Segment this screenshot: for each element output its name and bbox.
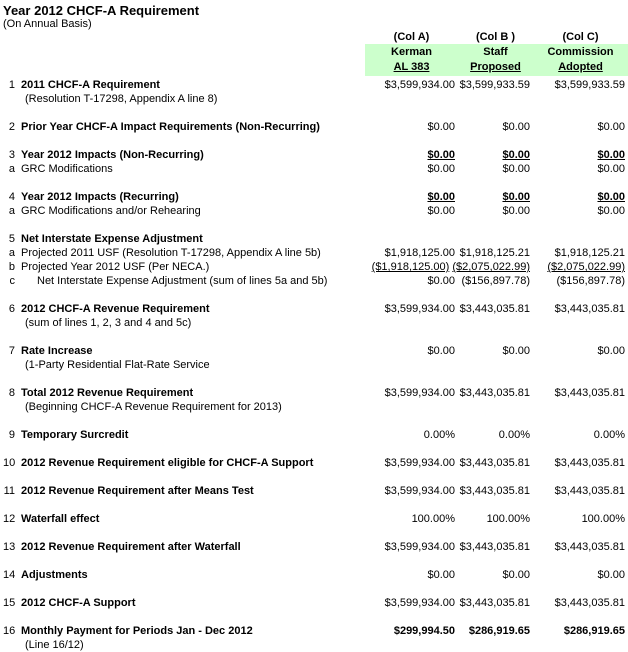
table-row bbox=[3, 484, 628, 498]
table-row bbox=[3, 624, 628, 638]
row-number: a bbox=[8, 247, 15, 259]
row-label: Projected 2011 USF (Resolution T-17298, Appendix A line 5b) bbox=[21, 247, 321, 259]
value-col-c: $3,443,035.81 bbox=[554, 597, 625, 609]
value-col-a: $0.00 bbox=[427, 191, 455, 203]
value-col-a: 100.00% bbox=[411, 513, 455, 525]
value-col-b: $3,443,035.81 bbox=[459, 597, 530, 609]
value-col-c: 0.00% bbox=[593, 429, 625, 441]
table-row bbox=[3, 120, 628, 134]
value-col-b: $3,443,035.81 bbox=[459, 485, 530, 497]
value-col-b: $3,443,035.81 bbox=[459, 387, 530, 399]
row-number: 7 bbox=[8, 345, 15, 357]
value-col-b: $0.00 bbox=[502, 163, 530, 175]
value-col-b: $0.00 bbox=[502, 121, 530, 133]
row-number: 8 bbox=[8, 387, 15, 399]
table-row bbox=[3, 386, 628, 400]
page-title: Year 2012 CHCF-A Requirement bbox=[3, 3, 200, 18]
value-col-a: $0.00 bbox=[427, 275, 455, 287]
row-number: a bbox=[8, 205, 15, 217]
value-col-b: $0.00 bbox=[502, 569, 530, 581]
value-col-a: $3,599,934.00 bbox=[384, 485, 455, 497]
column-headers-band bbox=[365, 44, 628, 76]
value-col-c: $0.00 bbox=[597, 149, 625, 161]
row-label: GRC Modifications and/or Rehearing bbox=[21, 205, 201, 217]
value-col-c: 100.00% bbox=[581, 513, 625, 525]
row-label: Monthly Payment for Periods Jan - Dec 2012 bbox=[21, 625, 253, 637]
col-b-tag: (Col B ) bbox=[475, 31, 516, 43]
row-number: 5 bbox=[8, 233, 15, 245]
value-col-b: $286,919.65 bbox=[468, 625, 530, 637]
value-col-c: $3,443,035.81 bbox=[554, 457, 625, 469]
table-row bbox=[3, 162, 628, 176]
table-row bbox=[3, 78, 628, 92]
row-label: Total 2012 Revenue Requirement bbox=[21, 387, 194, 399]
value-col-c: $0.00 bbox=[597, 163, 625, 175]
row-number: 15 bbox=[3, 597, 16, 609]
value-col-c: $3,599,933.59 bbox=[554, 79, 625, 91]
table-row bbox=[3, 274, 628, 288]
value-col-b: $1,918,125.21 bbox=[459, 247, 530, 259]
row-label: Net Interstate Expense Adjustment (sum of lines 5a and 5b) bbox=[37, 275, 328, 287]
value-col-a: $3,599,934.00 bbox=[384, 457, 455, 469]
table-row bbox=[3, 148, 628, 162]
table-row bbox=[3, 232, 628, 246]
value-col-b: $3,599,933.59 bbox=[459, 79, 530, 91]
value-col-a: ($1,918,125.00) bbox=[371, 261, 450, 273]
table-row bbox=[3, 190, 628, 204]
row-label: (sum of lines 1, 2, 3 and 4 and 5c) bbox=[25, 317, 192, 329]
col-b-name: Staff bbox=[483, 46, 508, 58]
row-label: Net Interstate Expense Adjustment bbox=[21, 233, 203, 245]
row-label: Projected Year 2012 USF (Per NECA.) bbox=[21, 261, 210, 273]
column-tags-row bbox=[365, 31, 628, 44]
table-row bbox=[3, 302, 628, 316]
value-col-a: $0.00 bbox=[427, 345, 455, 357]
value-col-a: $0.00 bbox=[427, 163, 455, 175]
table-row bbox=[3, 316, 628, 330]
value-col-c: ($2,075,022.99) bbox=[547, 261, 625, 273]
value-col-a: $0.00 bbox=[427, 121, 455, 133]
col-c-tag: (Col C) bbox=[562, 31, 599, 43]
value-col-a: $3,599,934.00 bbox=[384, 79, 455, 91]
table-row bbox=[3, 596, 628, 610]
row-number: 6 bbox=[8, 303, 15, 315]
row-label: 2012 Revenue Requirement eligible for CHCF-A Support bbox=[21, 457, 314, 469]
row-label: Year 2012 Impacts (Recurring) bbox=[21, 191, 179, 203]
table-row bbox=[3, 204, 628, 218]
table-row bbox=[3, 344, 628, 358]
row-number: 14 bbox=[3, 569, 16, 581]
row-label: Waterfall effect bbox=[21, 513, 100, 525]
row-label: GRC Modifications bbox=[21, 163, 113, 175]
row-number: 9 bbox=[8, 429, 15, 441]
page-subtitle: (On Annual Basis) bbox=[3, 18, 92, 30]
col-c-name: Commission bbox=[547, 46, 614, 58]
value-col-b: $0.00 bbox=[502, 345, 530, 357]
value-col-a: 0.00% bbox=[423, 429, 455, 441]
row-label: Temporary Surcredit bbox=[21, 429, 129, 441]
col-a-tag: (Col A) bbox=[393, 31, 430, 43]
value-col-c: $3,443,035.81 bbox=[554, 485, 625, 497]
value-col-c: $0.00 bbox=[597, 121, 625, 133]
row-label: Year 2012 Impacts (Non-Recurring) bbox=[21, 149, 204, 161]
value-col-c: $0.00 bbox=[597, 205, 625, 217]
table-row bbox=[3, 246, 628, 260]
value-col-b: $3,443,035.81 bbox=[459, 303, 530, 315]
table-row bbox=[3, 456, 628, 470]
table-row bbox=[3, 358, 628, 372]
worksheet-table bbox=[3, 78, 628, 652]
value-col-b: ($156,897.78) bbox=[461, 275, 530, 287]
row-number: 13 bbox=[3, 541, 16, 553]
row-label: Adjustments bbox=[21, 569, 88, 581]
row-number: 11 bbox=[3, 485, 15, 497]
row-number: 3 bbox=[8, 149, 15, 161]
value-col-c: $3,443,035.81 bbox=[554, 541, 625, 553]
row-number: c bbox=[9, 275, 15, 287]
table-row bbox=[3, 512, 628, 526]
table-row bbox=[3, 260, 628, 274]
column-names-row bbox=[365, 45, 628, 60]
value-col-b: ($2,075,022.99) bbox=[452, 261, 530, 273]
col-a-code: AL 383 bbox=[393, 61, 430, 73]
row-label: 2012 CHCF-A Revenue Requirement bbox=[21, 303, 210, 315]
value-col-a: $3,599,934.00 bbox=[384, 541, 455, 553]
value-col-b: $0.00 bbox=[502, 205, 530, 217]
value-col-c: $286,919.65 bbox=[563, 625, 625, 637]
value-col-a: $3,599,934.00 bbox=[384, 303, 455, 315]
row-label: Rate Increase bbox=[21, 345, 93, 357]
value-col-c: ($156,897.78) bbox=[556, 275, 625, 287]
value-col-a: $0.00 bbox=[427, 205, 455, 217]
table-row bbox=[3, 540, 628, 554]
value-col-c: $0.00 bbox=[597, 191, 625, 203]
row-number: 10 bbox=[3, 457, 16, 469]
row-number: 16 bbox=[3, 625, 16, 637]
row-number: 4 bbox=[8, 191, 15, 203]
row-label: (Beginning CHCF-A Revenue Requirement for 2013) bbox=[25, 401, 282, 413]
value-col-c: $3,443,035.81 bbox=[554, 303, 625, 315]
table-row bbox=[3, 638, 628, 652]
row-label: Prior Year CHCF-A Impact Requirements (Non-Recurring) bbox=[21, 121, 320, 133]
row-label: (Line 16/12) bbox=[25, 639, 84, 651]
row-label: (1-Party Residential Flat-Rate Service bbox=[25, 359, 210, 371]
value-col-a: $3,599,934.00 bbox=[384, 597, 455, 609]
row-number: 2 bbox=[8, 121, 15, 133]
table-row bbox=[3, 428, 628, 442]
value-col-b: $3,443,035.81 bbox=[459, 541, 530, 553]
row-number: 12 bbox=[3, 513, 16, 525]
row-label: 2012 Revenue Requirement after Waterfall bbox=[21, 541, 241, 553]
row-number: b bbox=[8, 261, 15, 273]
row-number: 1 bbox=[8, 79, 15, 91]
row-label: 2012 CHCF-A Support bbox=[21, 597, 136, 609]
column-codes-row bbox=[365, 60, 628, 75]
value-col-c: $0.00 bbox=[597, 569, 625, 581]
row-number: a bbox=[8, 163, 15, 175]
value-col-c: $3,443,035.81 bbox=[554, 387, 625, 399]
value-col-a: $0.00 bbox=[427, 149, 455, 161]
col-a-name: Kerman bbox=[391, 46, 432, 58]
value-col-a: $1,918,125.00 bbox=[384, 247, 455, 259]
col-b-code: Proposed bbox=[470, 61, 521, 73]
col-c-code: Adopted bbox=[558, 61, 603, 73]
value-col-a: $3,599,934.00 bbox=[384, 387, 455, 399]
row-label: 2012 Revenue Requirement after Means Test bbox=[21, 485, 254, 497]
value-col-c: $0.00 bbox=[597, 345, 625, 357]
table-row bbox=[3, 400, 628, 414]
row-label: 2011 CHCF-A Requirement bbox=[21, 79, 160, 91]
table-row bbox=[3, 92, 628, 106]
value-col-c: $1,918,125.21 bbox=[554, 247, 625, 259]
row-label: (Resolution T-17298, Appendix A line 8) bbox=[25, 93, 218, 105]
value-col-b: $3,443,035.81 bbox=[459, 457, 530, 469]
value-col-b: 0.00% bbox=[498, 429, 530, 441]
value-col-a: $299,994.50 bbox=[393, 625, 455, 637]
value-col-b: 100.00% bbox=[486, 513, 530, 525]
table-row bbox=[3, 568, 628, 582]
value-col-b: $0.00 bbox=[502, 191, 530, 203]
value-col-a: $0.00 bbox=[427, 569, 455, 581]
value-col-b: $0.00 bbox=[502, 149, 530, 161]
